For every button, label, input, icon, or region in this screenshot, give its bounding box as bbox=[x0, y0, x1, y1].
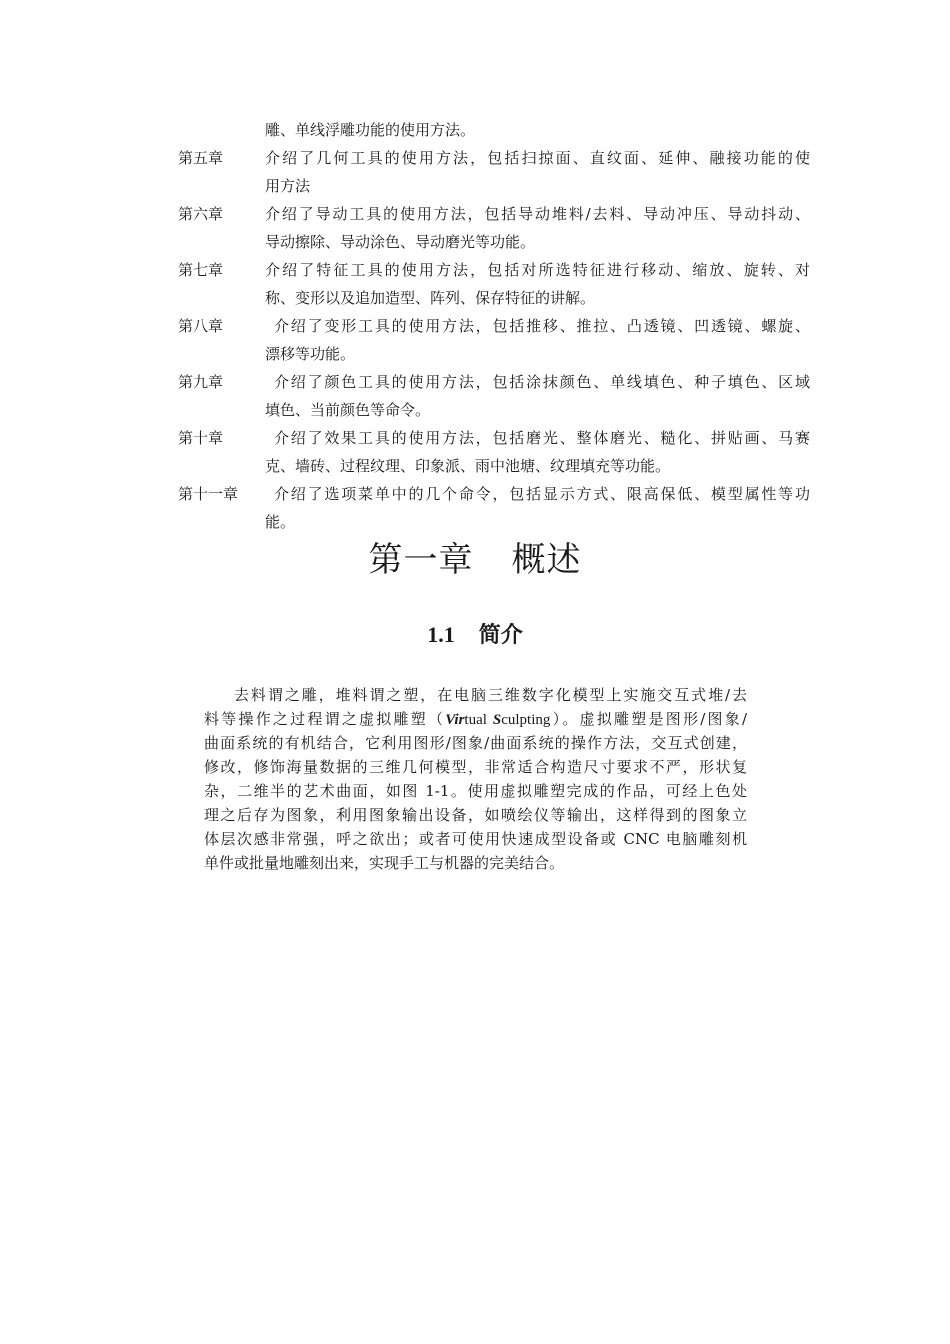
chapter-summary-list bbox=[178, 116, 810, 536]
paragraph-line: 曲面系统的有机结合，它利用图形/图象/曲面系统的操作方法，交互式创建， bbox=[204, 734, 747, 752]
toc-entry-text: 能。 bbox=[265, 513, 296, 531]
toc-entry-text: 介绍了导动工具的使用方法，包括导动堆料/去料、导动冲压、导动抖动、 bbox=[265, 205, 810, 223]
chapter-heading bbox=[0, 538, 950, 582]
paragraph-text: 料等操作之过程谓之虚拟雕塑（ bbox=[204, 710, 446, 728]
toc-entry-chapter-11 bbox=[178, 480, 810, 508]
paragraph-text: ）。虚拟雕塑是图形/图象/ bbox=[550, 710, 747, 728]
toc-entry-label: 第八章 bbox=[178, 317, 224, 335]
toc-entry-chapter-10 bbox=[178, 424, 810, 452]
toc-entry-text: 填色、当前颜色等命令。 bbox=[265, 401, 431, 419]
toc-entry-text: 介绍了变形工具的使用方法，包括推移、推拉、凸透镜、凹透镜、螺旋、 bbox=[274, 317, 810, 335]
paragraph-text: tual bbox=[464, 712, 493, 728]
chapter-title: 概述 bbox=[511, 540, 582, 580]
toc-continuation-text: 雕、单线浮雕功能的使用方法。 bbox=[265, 121, 476, 139]
paragraph-line: 修改，修饰海量数据的三维几何模型，非常适合构造尺寸要求不严，形状复 bbox=[204, 758, 747, 776]
toc-entry-label: 第十一章 bbox=[178, 485, 239, 503]
toc-entry-continuation bbox=[178, 228, 810, 256]
toc-entry-continuation bbox=[178, 508, 810, 536]
toc-entry-label: 第五章 bbox=[178, 149, 224, 167]
toc-entry-continuation bbox=[178, 284, 810, 312]
paragraph-line: 去料谓之雕，堆料谓之塑，在电脑三维数字化模型上实施交互式堆/去 bbox=[234, 686, 747, 704]
paragraph-line: 单件或批量地雕刻出来，实现手工与机器的完美结合。 bbox=[204, 854, 565, 872]
toc-entry-text: 介绍了选项菜单中的几个命令，包括显示方式、限高保低、模型属性等功 bbox=[274, 485, 810, 503]
toc-entry-text: 介绍了颜色工具的使用方法，包括涂抹颜色、单线填色、种子填色、区域 bbox=[274, 373, 810, 391]
toc-entry-continuation bbox=[178, 172, 810, 200]
toc-entry-text: 介绍了效果工具的使用方法，包括磨光、整体磨光、糙化、拼贴画、马赛 bbox=[274, 429, 810, 447]
toc-entry-chapter-5 bbox=[178, 144, 810, 172]
toc-continuation-line bbox=[178, 116, 810, 144]
chapter-number: 第一章 bbox=[368, 540, 474, 580]
paragraph-line: 体层次感非常强，呼之欲出；或者可使用快速成型设备或 CNC 电脑雕刻机 bbox=[204, 830, 747, 848]
toc-entry-text: 介绍了特征工具的使用方法，包括对所选特征进行移动、缩放、旋转、对 bbox=[265, 261, 810, 279]
intro-paragraph bbox=[204, 683, 747, 875]
toc-entry-text: 介绍了几何工具的使用方法，包括扫掠面、直纹面、延伸、融接功能的使 bbox=[265, 149, 810, 167]
paragraph-line bbox=[204, 707, 747, 731]
toc-entry-chapter-6 bbox=[178, 200, 810, 228]
toc-entry-chapter-9 bbox=[178, 368, 810, 396]
toc-entry-text: 称、变形以及追加造型、阵列、保存特征的讲解。 bbox=[265, 289, 596, 307]
toc-entry-continuation bbox=[178, 396, 810, 424]
toc-entry-text: 漂移等功能。 bbox=[265, 345, 356, 363]
emphasis-text: S bbox=[492, 712, 502, 728]
section-heading bbox=[0, 618, 950, 652]
toc-entry-text: 导动擦除、导动涂色、导动磨光等功能。 bbox=[265, 233, 536, 251]
section-title: 简介 bbox=[478, 622, 523, 647]
paragraph-line: 杂，二维半的艺术曲面，如图 1-1。使用虚拟雕塑完成的作品，可经上色处 bbox=[204, 782, 747, 800]
toc-entry-label: 第九章 bbox=[178, 373, 224, 391]
toc-entry-text: 用方法 bbox=[265, 177, 311, 195]
toc-entry-label: 第六章 bbox=[178, 205, 224, 223]
toc-entry-chapter-8 bbox=[178, 312, 810, 340]
paragraph-text: culpting bbox=[501, 712, 551, 728]
paragraph-line: 理之后存为图象，利用图象输出设备，如喷绘仪等输出，这样得到的图象立 bbox=[204, 806, 747, 824]
emphasis-text: Vir bbox=[445, 712, 465, 728]
toc-entry-label: 第七章 bbox=[178, 261, 224, 279]
toc-entry-text: 克、墙砖、过程纹理、印象派、雨中池塘、纹理填充等功能。 bbox=[265, 457, 671, 475]
toc-entry-continuation bbox=[178, 340, 810, 368]
toc-entry-continuation bbox=[178, 452, 810, 480]
toc-entry-label: 第十章 bbox=[178, 429, 224, 447]
section-number: 1.1 bbox=[427, 622, 455, 647]
toc-entry-chapter-7 bbox=[178, 256, 810, 284]
